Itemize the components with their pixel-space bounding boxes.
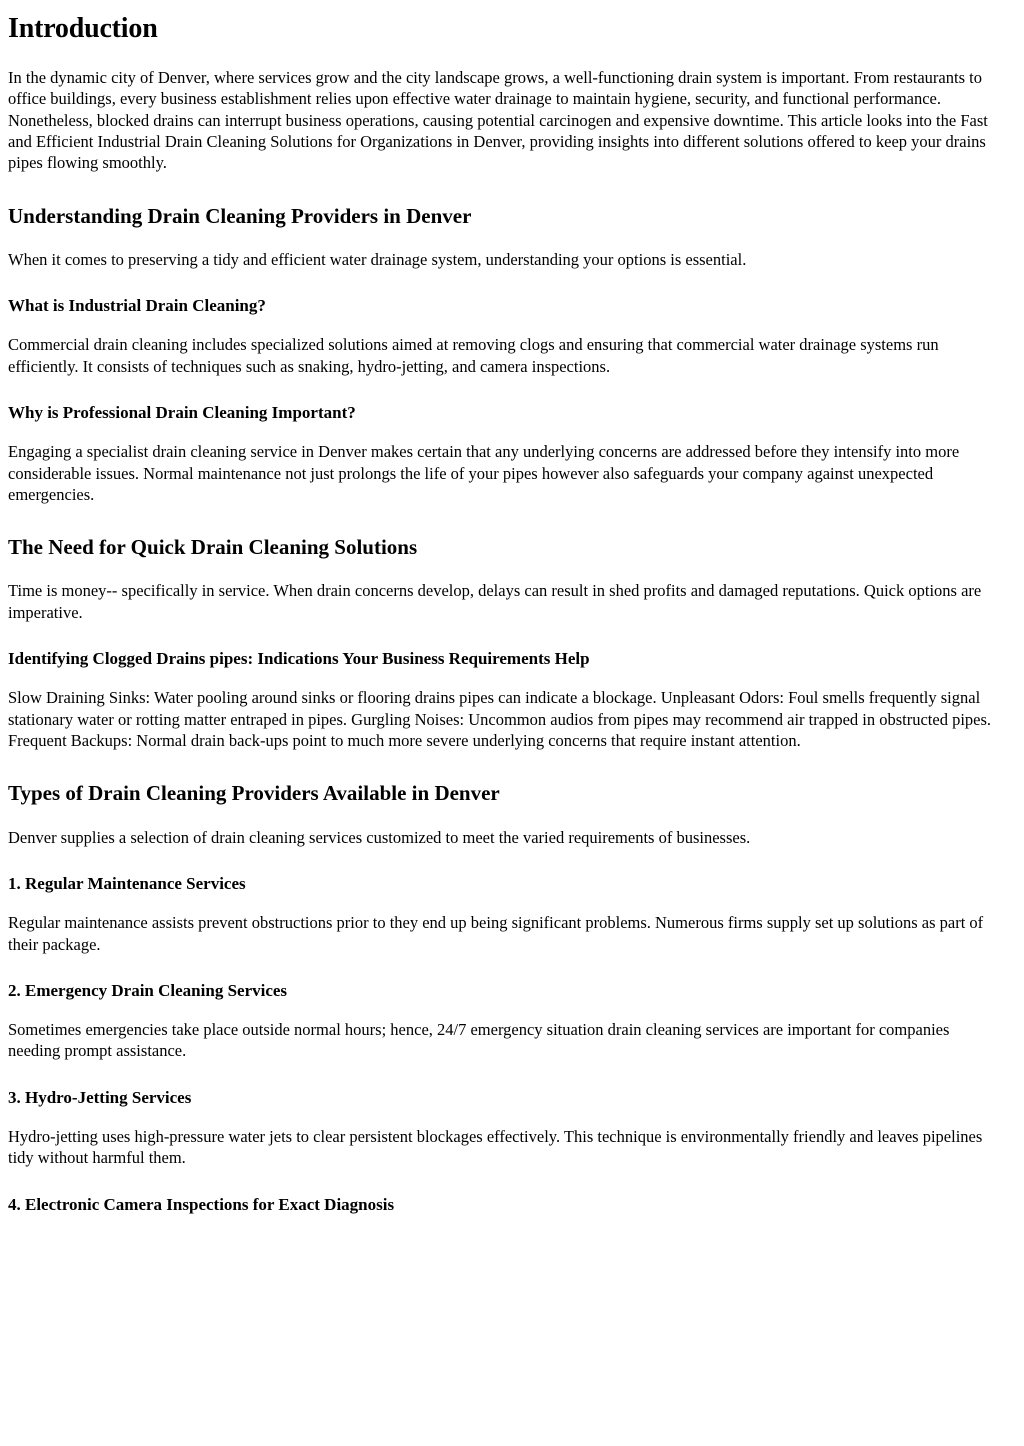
body-paragraph: Sometimes emergencies take place outside normal hours; hence, 24/7 emergency situation drain cleaning services are important for companies needing prompt assistance.	[8, 1020, 950, 1061]
body-paragraph: When it comes to preserving a tidy and efficient water drainage system, understanding your options is essential.	[8, 249, 747, 269]
section-heading: Understanding Drain Cleaning Providers in Denver	[8, 203, 472, 228]
page-bottom-spacer	[8, 1233, 1000, 1267]
body-paragraph: Hydro-jetting uses high-pressure water jets to clear persistent blockages effectively. This technique is environmentally friendly and leaves pipelines tidy without harmful them.	[8, 1127, 983, 1168]
subsection-heading: 1. Regular Maintenance Services	[8, 873, 246, 893]
section-heading: Types of Drain Cleaning Providers Available in Denver	[8, 781, 500, 806]
body-paragraph: In the dynamic city of Denver, where services grow and the city landscape grows, a well-functioning drain system is important. From restaurants to office buildings, every business establishment relies upon effective water drainage to maintain hygiene, security, and functional performance. Nonetheless, blocked drains can interrupt business operations, causing potential carcinogen and expensive downtime. This article looks into the Fast and Efficient Industrial Drain Cleaning Solutions for Organizations in Denver, providing insights into different solutions offered to keep your drains pipes flowing smoothly.	[8, 68, 988, 173]
subsection-heading: Identifying Clogged Drains pipes: Indications Your Business Requirements Help	[8, 649, 590, 669]
section-heading: The Need for Quick Drain Cleaning Solutions	[8, 535, 418, 560]
body-paragraph: Engaging a specialist drain cleaning service in Denver makes certain that any underlying concerns are addressed before they intensify into more considerable issues. Normal maintenance not just prolongs the life of your pipes however also safeguards your company against unexpected emergencies.	[8, 442, 960, 504]
subsection-heading: Why is Professional Drain Cleaning Important?	[8, 402, 356, 422]
document-body	[8, 12, 1000, 1215]
body-paragraph: Time is money-- specifically in service. When drain concerns develop, delays can result in shed profits and damaged reputations. Quick options are imperative.	[8, 581, 982, 622]
page-title: Introduction	[8, 13, 158, 44]
subsection-heading: 3. Hydro-Jetting Services	[8, 1087, 192, 1107]
subsection-heading: 2. Emergency Drain Cleaning Services	[8, 980, 288, 1000]
subsection-heading: 4. Electronic Camera Inspections for Exact Diagnosis	[8, 1194, 395, 1214]
body-paragraph: Commercial drain cleaning includes specialized solutions aimed at removing clogs and ensuring that commercial water drainage systems run efficiently. It consists of techniques such as snaking, hydro-jetting, and camera inspections.	[8, 335, 939, 376]
body-paragraph: Denver supplies a selection of drain cleaning services customized to meet the varied requirements of businesses.	[8, 827, 751, 847]
body-paragraph: Slow Draining Sinks: Water pooling around sinks or flooring drains pipes can indicate a blockage. Unpleasant Odors: Foul smells frequently signal stationary water or rotting matter entraped in pipes. Gurgling Noises: Uncommon audios from pipes may recommend air trapped in obstructed pipes. Frequent Backups: Normal drain back-ups point to much more severe underlying concerns that require instant attention.	[8, 688, 992, 751]
subsection-heading: What is Industrial Drain Cleaning?	[8, 296, 266, 315]
body-paragraph: Regular maintenance assists prevent obstructions prior to they end up being significant problems. Numerous firms supply set up solutions as part of their package.	[8, 913, 984, 954]
